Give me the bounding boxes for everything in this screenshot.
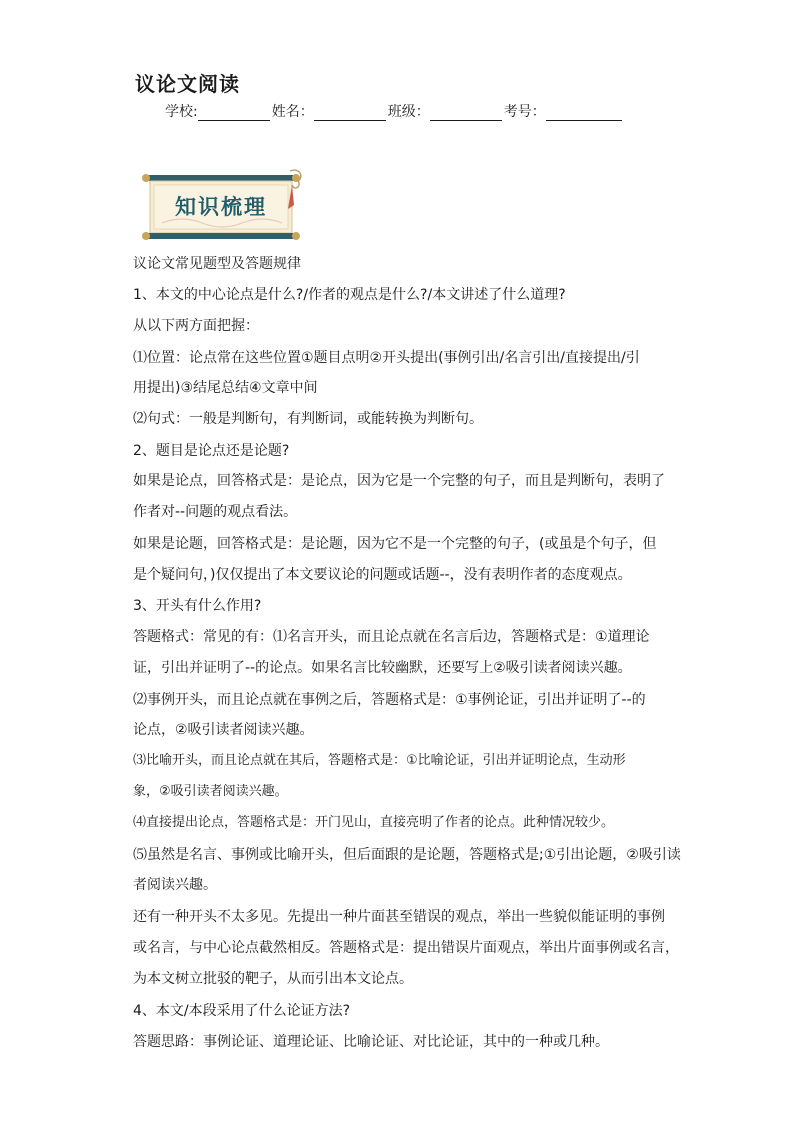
body-line: 还有一种开头不太多见。先提出一种片面甚至错误的观点，举出一些貌似能证明的事例 <box>133 909 665 925</box>
body-line: 议论文常见题型及答题规律 <box>133 256 301 272</box>
body-line: 或名言，与中心论点截然相反。答题格式是：提出错误片面观点，举出片面事例或名言， <box>133 940 679 956</box>
body-line: 如果是论点，回答格式是：是论点，因为它是一个完整的句子，而且是判断句，表明了 <box>133 473 665 489</box>
school-blank[interactable] <box>198 104 270 121</box>
body-line: 答题格式：常见的有：⑴名言开头，而且论点就在名言后边，答题格式是：①道理论 <box>133 629 650 645</box>
knowledge-banner-scroll <box>142 165 306 245</box>
body-line: ⑶比喻开头，而且论点就在其后，答题格式是：①比喻论证，引出并证明论点，生动形 <box>133 753 626 768</box>
body-line: ⑷直接提出论点，答题格式是：开门见山，直接亮明了作者的论点。此种情况较少。 <box>133 815 615 830</box>
school-label: 学校: <box>165 104 198 120</box>
body-line: 为本文树立批驳的靶子，从而引出本文论点。 <box>133 971 413 987</box>
body-line: ⑸虽然是名言、事例或比喻开头，但后面跟的是论题，答题格式是;①引出论题，②吸引读 <box>133 847 681 863</box>
body-line: 作者对--问题的观点看法。 <box>133 504 298 520</box>
body-line: ⑵事例开头，而且论点就在事例之后，答题格式是：①事例论证，引出并证明了--的 <box>133 692 646 708</box>
body-line: 是个疑问句，)仅仅提出了本文要议论的问题或话题--，没有表明作者的态度观点。 <box>133 567 632 583</box>
body-line: 答题思路：事例论证、道理论证、比喻论证、对比论证，其中的一种或几种。 <box>133 1034 609 1050</box>
body-line: ⑵句式：一般是判断句，有判断词，或能转换为判断句。 <box>133 411 483 427</box>
body-line: 从以下两方面把握： <box>133 318 259 334</box>
body-line: ⑴位置：论点常在这些位置①题目点明②开头提出(事例引出/名言引出/直接提出/引 <box>133 350 640 366</box>
body-line: 者阅读兴趣。 <box>133 877 217 893</box>
exam-number-blank[interactable] <box>546 104 622 121</box>
body-line: 证，引出并证明了--的论点。如果名言比较幽默，还要写上②吸引读者阅读兴趣。 <box>133 660 632 676</box>
document-title: 议论文阅读 <box>135 72 240 96</box>
body-line: 3、开头有什么作用? <box>133 598 262 614</box>
student-info-row <box>165 101 624 121</box>
banner-title: 知识梳理 <box>175 194 267 219</box>
body-line: 4、本文/本段采用了什么论证方法? <box>133 1003 351 1019</box>
name-label: 姓名： <box>271 104 314 120</box>
exam-number-label: 考号： <box>503 104 546 120</box>
name-blank[interactable] <box>314 104 386 121</box>
body-line: 用提出)③结尾总结④文章中间 <box>133 380 318 396</box>
body-line: 2、题目是论点还是论题? <box>133 443 290 459</box>
class-label: 班级： <box>387 104 430 120</box>
body-line: 论点，②吸引读者阅读兴趣。 <box>133 722 314 738</box>
body-line: 如果是论题，回答格式是：是论题，因为它不是一个完整的句子，(或虽是个句子，但 <box>133 536 657 552</box>
body-line: 象，②吸引读者阅读兴趣。 <box>133 784 288 799</box>
body-line: 1、本文的中心论点是什么?/作者的观点是什么?/本文讲述了什么道理? <box>133 287 566 303</box>
class-blank[interactable] <box>430 104 502 121</box>
